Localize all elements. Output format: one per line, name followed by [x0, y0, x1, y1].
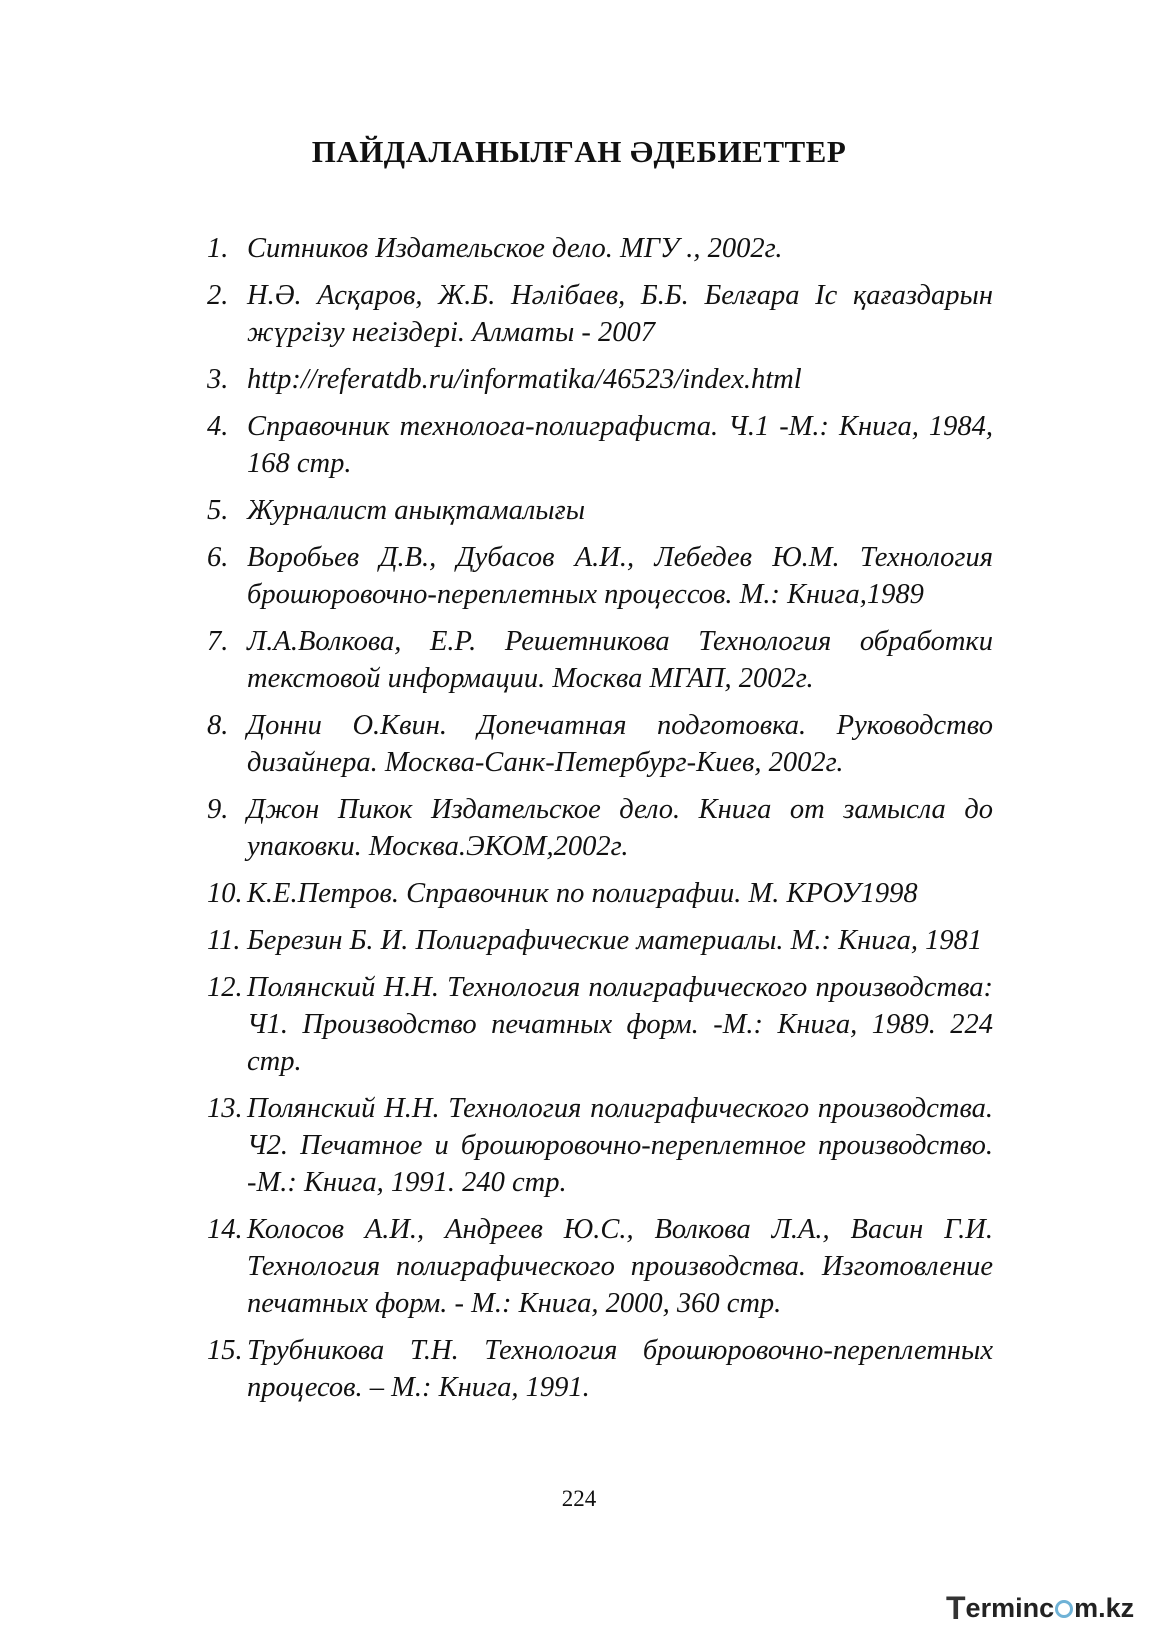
reference-item — [207, 969, 993, 1080]
reference-item — [207, 1211, 993, 1322]
reference-number: 15. — [207, 1335, 243, 1366]
reference-text: К.Е.Петров. Справочник по полиграфии. М. КРОУ1998 — [247, 878, 918, 909]
reference-item — [207, 361, 993, 398]
reference-text: Березин Б. И. Полиграфические материалы. М.: Книга, 1981 — [247, 925, 983, 956]
watermark-suffix: m.kz — [1074, 1593, 1135, 1623]
reference-text: Л.А.Волкова, Е.Р. Решетникова Технология обработки текстовой информации. Москва МГАП, 2002г. — [247, 626, 993, 694]
reference-text: Колосов А.И., Андреев Ю.С., Волкова Л.А., Васин Г.И. Технология полиграфического производства. Изготовление печатных форм. - М.: Книга, 2000, 360 стр. — [247, 1214, 993, 1319]
reference-item — [207, 1090, 993, 1201]
reference-number: 13. — [207, 1093, 243, 1124]
reference-number: 8. — [207, 710, 229, 741]
magnifier-icon — [1055, 1600, 1073, 1618]
reference-item — [207, 230, 993, 267]
reference-item — [207, 875, 993, 912]
reference-number: 5. — [207, 495, 229, 526]
reference-number: 10. — [207, 878, 243, 909]
reference-list — [207, 230, 993, 1416]
reference-text: Трубникова Т.Н. Технология брошюровочно-переплетных процесов. – М.: Книга, 1991. — [247, 1335, 993, 1403]
reference-number: 7. — [207, 626, 229, 657]
reference-item — [207, 408, 993, 482]
reference-item — [207, 623, 993, 697]
reference-text: Джон Пикок Издательское дело. Книга от замысла до упаковки. Москва.ЭКОМ,2002г. — [247, 794, 993, 862]
reference-number: 9. — [207, 794, 229, 825]
reference-number: 14. — [207, 1214, 243, 1245]
page-number: 224 — [561, 1486, 597, 1511]
reference-text: Полянский Н.Н. Технология полиграфического производства: Ч1. Производство печатных форм. -М.: Книга, 1989. 224 стр. — [247, 972, 993, 1077]
reference-item — [207, 922, 993, 959]
watermark-logo — [946, 1590, 1134, 1627]
reference-number: 11. — [207, 925, 241, 956]
reference-number: 6. — [207, 542, 229, 573]
reference-link[interactable]: http://referatdb.ru/informatika/46523/index.html — [247, 364, 802, 395]
reference-text: Полянский Н.Н. Технология полиграфического производства. Ч2. Печатное и брошюровочно-переплетное производство. -М.: Книга, 1991. 240 стр. — [247, 1093, 993, 1198]
watermark-prefix: T — [946, 1590, 966, 1626]
reference-item — [207, 1332, 993, 1406]
reference-number: 1. — [207, 233, 229, 264]
reference-text: Журналист анықтамалығы — [247, 495, 585, 526]
reference-item — [207, 707, 993, 781]
reference-text: Воробьев Д.В., Дубасов А.И., Лебедев Ю.М. Технология брошюровочно-переплетных процессов. М.: Книга,1989 — [247, 542, 993, 610]
reference-item — [207, 277, 993, 351]
reference-number: 3. — [207, 364, 229, 395]
reference-item — [207, 539, 993, 613]
reference-item — [207, 791, 993, 865]
reference-number: 12. — [207, 972, 243, 1003]
reference-number: 4. — [207, 411, 229, 442]
watermark-middle: erminc — [965, 1593, 1055, 1623]
reference-text: Донни О.Квин. Допечатная подготовка. Руководство дизайнера. Москва-Санк-Петербург-Киев, 2002г. — [247, 710, 993, 778]
reference-text: Справочник технолога-полиграфиста. Ч.1 -М.: Книга, 1984, 168 стр. — [247, 411, 993, 479]
reference-text: Ситников Издательское дело. МГУ ., 2002г. — [247, 233, 783, 264]
reference-item — [207, 492, 993, 529]
page-title: ПАЙДАЛАНЫЛҒАН ӘДЕБИЕТТЕР — [311, 134, 847, 169]
reference-number: 2. — [207, 280, 229, 311]
reference-text: Н.Ә. Асқаров, Ж.Б. Нәлібаев, Б.Б. Белғара Іс қағаздарын жүргізу негіздері. Алматы - 2007 — [247, 280, 993, 348]
